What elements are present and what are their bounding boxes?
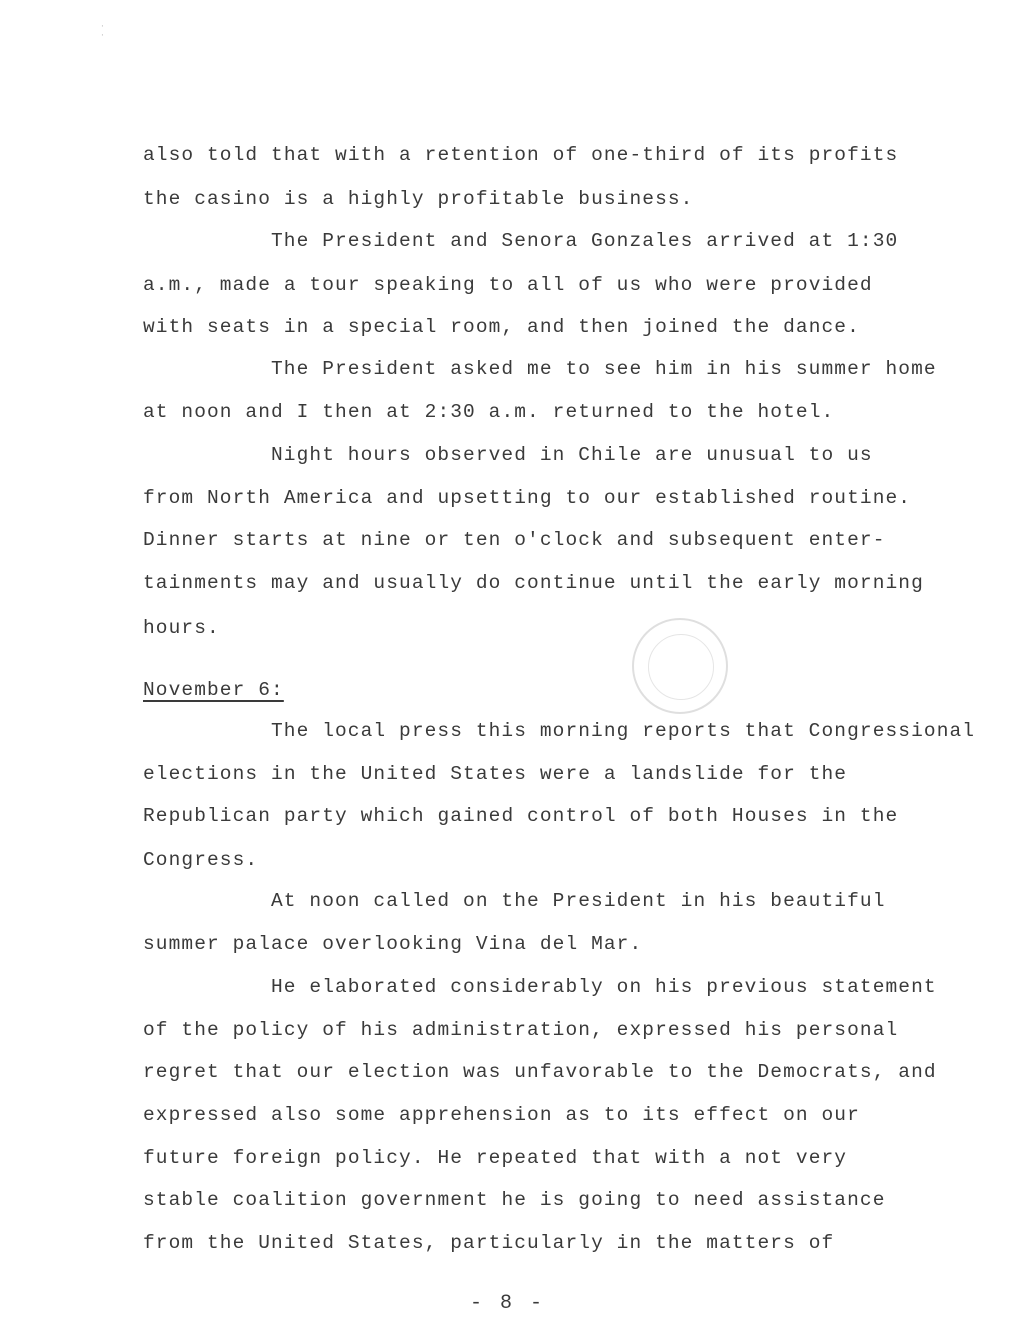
library-stamp — [632, 618, 728, 714]
text-line: expressed also some apprehension as to its effect on our — [143, 1104, 860, 1126]
text-line: the casino is a highly profitable business. — [143, 188, 694, 210]
text-line: elections in the United States were a landslide for the — [143, 763, 848, 785]
text-line: a.m., made a tour speaking to all of us who were provided — [143, 274, 873, 296]
text-line: At noon called on the President in his beautiful — [271, 890, 886, 912]
text-line: from the United States, particularly in the matters of — [143, 1232, 835, 1254]
text-line: He elaborated considerably on his previous statement — [271, 976, 937, 998]
text-line: Night hours observed in Chile are unusual to us — [271, 444, 873, 466]
text-line: from North America and upsetting to our established routine. — [143, 487, 912, 509]
text-line: of the policy of his administration, expressed his personal — [143, 1019, 899, 1041]
text-line: stable coalition government he is going to need assistance — [143, 1189, 886, 1211]
text-line: at noon and I then at 2:30 a.m. returned to the hotel. — [143, 401, 835, 423]
text-line: regret that our election was unfavorable to the Democrats, and — [143, 1061, 937, 1083]
text-line: Republican party which gained control of both Houses in the — [143, 805, 899, 827]
text-line: tainments may and usually do continue until the early morning — [143, 572, 924, 594]
text-line: The President and Senora Gonzales arrived at 1:30 — [271, 230, 899, 252]
text-line: also told that with a retention of one-third of its profits — [143, 144, 899, 166]
library-stamp-inner-ring — [648, 634, 714, 700]
text-line: summer palace overlooking Vina del Mar. — [143, 933, 643, 955]
text-line: The local press this morning reports that Congressional — [271, 720, 976, 742]
page-number: - 8 - — [469, 1292, 545, 1315]
text-line: Congress. — [143, 849, 259, 871]
text-line: Dinner starts at nine or ten o'clock and subsequent enter- — [143, 529, 886, 551]
text-line: future foreign policy. He repeated that with a not very — [143, 1147, 848, 1169]
date-heading: November 6: — [143, 679, 284, 701]
text-line: The President asked me to see him in his summer home — [271, 358, 937, 380]
scan-speck: · · — [100, 22, 105, 40]
text-line: with seats in a special room, and then joined the dance. — [143, 316, 860, 338]
text-line: hours. — [143, 617, 220, 639]
